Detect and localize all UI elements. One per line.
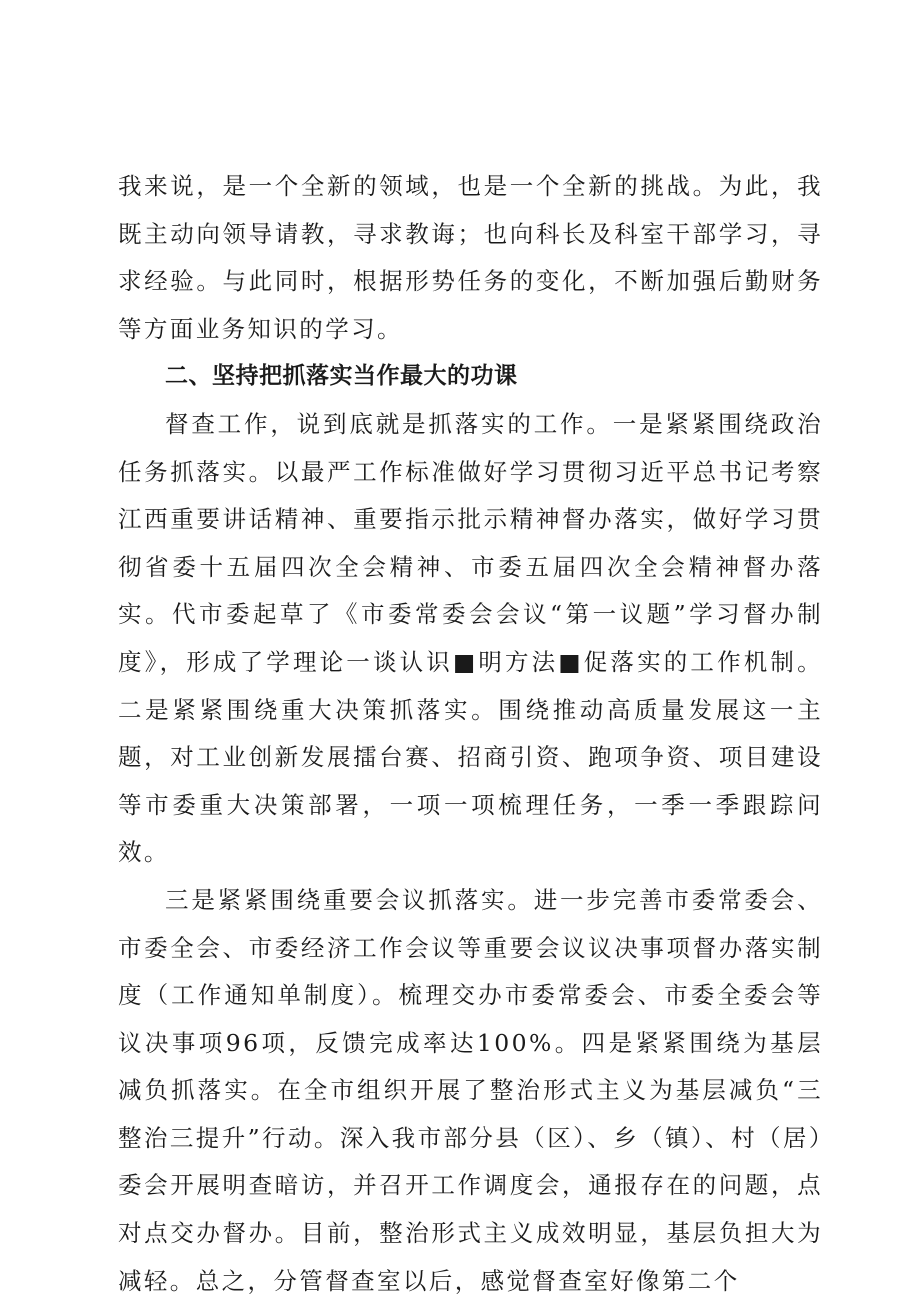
document-body [118, 163, 823, 1305]
paragraph-intro-continuation: 我来说，是一个全新的领域，也是一个全新的挑战。为此，我既主动向领导请教，寻求教诲；也向科长及科室干部学习，寻求经验。与此同时，根据形势任务的变化，不断加强后勤财务等方面业务知识的学习。 [118, 172, 823, 343]
section-heading: 二、坚持把抓落实当作最大的功课 [165, 363, 518, 390]
paragraph-meetings-and-burden-reduction: 三是紧紧围绕重要会议抓落实。进一步完善市委常委会、市委全会、市委经济工作会议等重要会议议决事项督办落实制度（工作通知单制度）。梳理交办市委常委会、市委全委会等议决事项96项，反馈完成率达100%。四是紧紧围绕为基层减负抓落实。在全市组织开展了整治形式主义为基层减负“三整治三提升”行动。深入我市部分县（区）、乡（镇）、村（居）委会开展明查暗访，并召开工作调度会，通报存在的问题，点对点交办督办。目前，整治形式主义成效明显，基层负担大为减轻。总之，分管督查室以后，感觉督查室好像第二个 [118, 885, 823, 1295]
paragraph-supervision-work: 督查工作，说到底就是抓落实的工作。一是紧紧围绕政治任务抓落实。以最严工作标准做好学习贯彻习近平总书记考察江西重要讲话精神、重要指示批示精神督办落实，做好学习贯彻省委十五届四次全会精神、市委五届四次全会精神督办落实。代市委起草了《市委常委会会议“第一议题”学习督办制度》，形成了学理论一谈认识■明方法■促落实的工作机制。二是紧紧围绕重大决策抓落实。围绕推动高质量发展这一主题，对工业创新发展擂台赛、招商引资、跑项争资、项目建设等市委重大决策部署，一项一项梳理任务，一季一季跟踪问效。 [118, 409, 823, 867]
